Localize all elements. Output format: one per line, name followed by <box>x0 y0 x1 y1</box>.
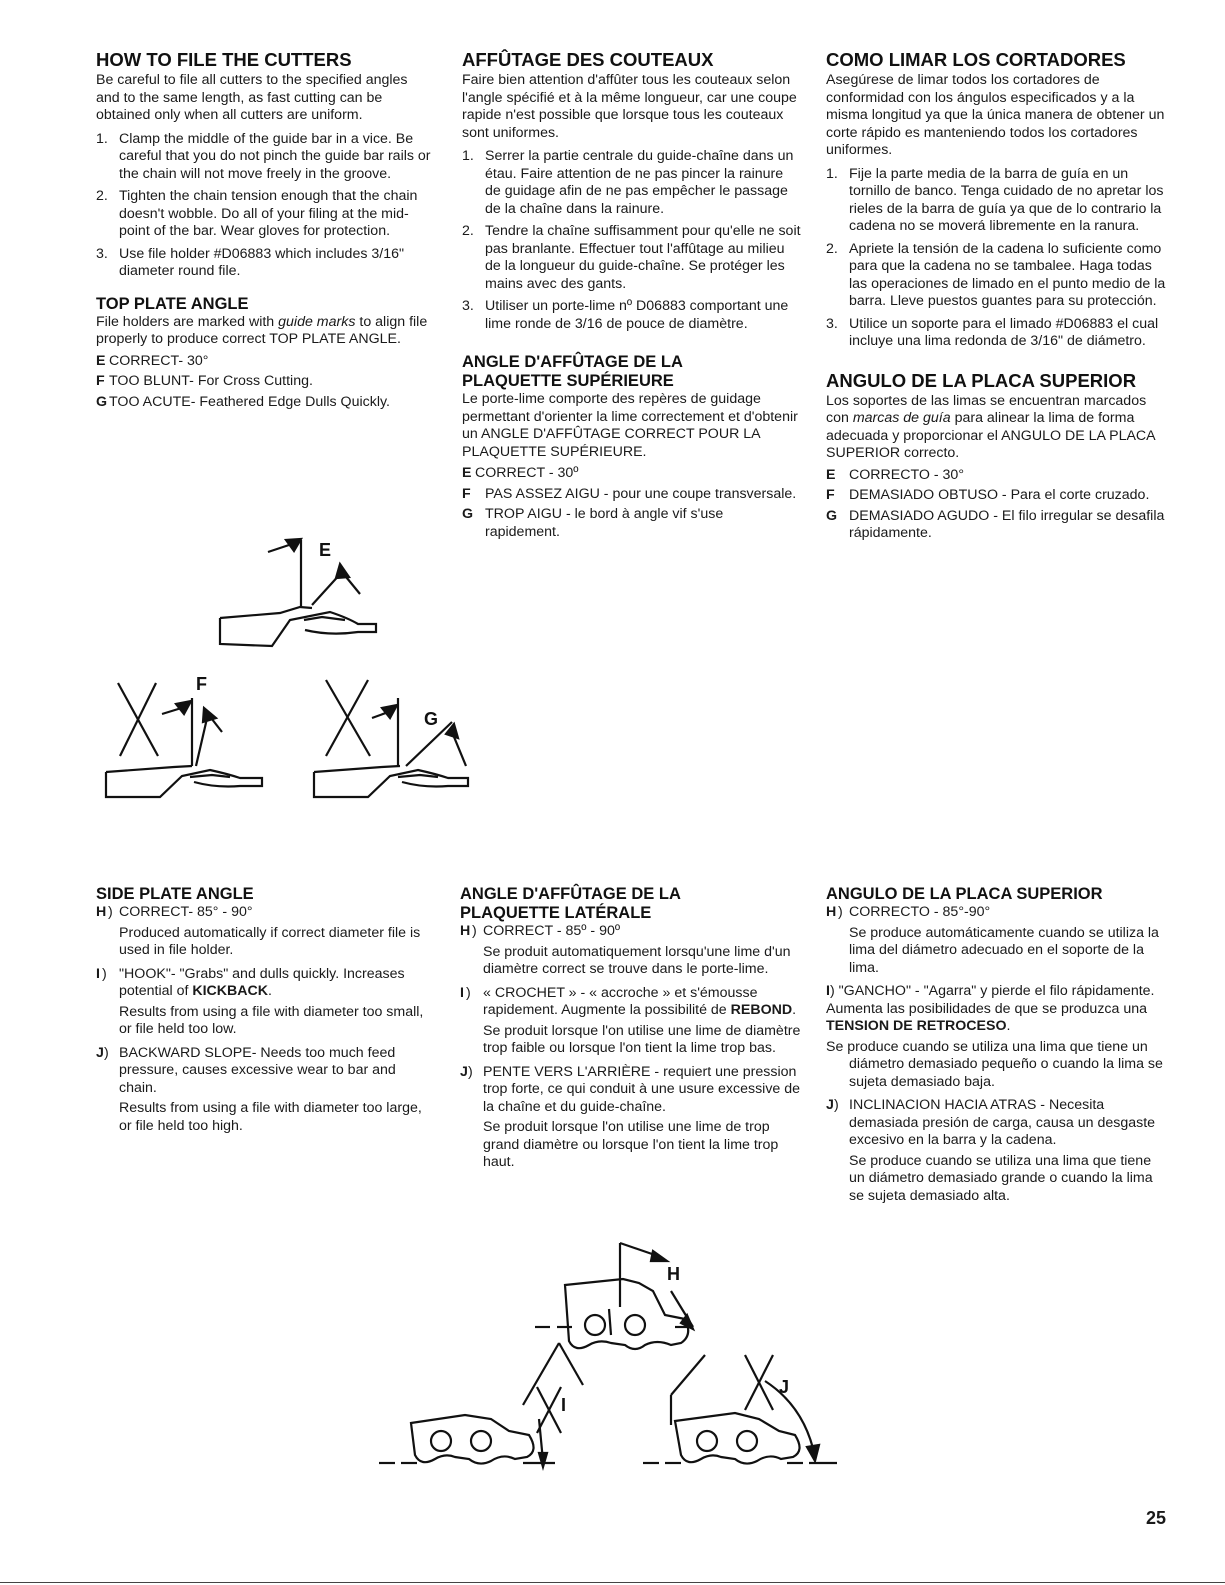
list-item: 2. Tighten the chain tension enough that the chain doesn't wobble. Do all of your filing at the mid-point of the bar. Wear gloves for protection. <box>96 188 418 239</box>
figure-label-e: E <box>319 540 332 560</box>
note-paragraph: Se produit automatiquement lorsqu'une lime d'un diamètre correct se trouve dans le porte-lime. <box>483 943 791 977</box>
subsection-title: PLAQUETTE LATÉRALE <box>460 904 652 922</box>
list-item: E CORRECT - 30º <box>462 465 579 481</box>
cutter-figure-e <box>220 539 376 646</box>
list-item: 2. Tendre la chaîne suffisamment pour qu'elle ne soit pas branlante. Effectuer tout l'affûtage au milieu de la longueur du guide-chaîne. Se protéger les mains avec des gants. <box>462 223 801 292</box>
side-plate-angle-diagram <box>375 1235 845 1485</box>
chain-figure-h <box>535 1243 693 1349</box>
note-paragraph: Produced automatically if correct diameter file is used in file holder. <box>119 924 421 958</box>
steps-list <box>462 148 801 333</box>
subsection-title: ANGLE D'AFFÛTAGE DE LA <box>462 353 683 371</box>
steps-list <box>826 166 1168 351</box>
list-item: H ) CORRECT - 85º - 90º <box>460 923 621 939</box>
list-item: F PAS ASSEZ AIGU - pour une coupe transversale. <box>462 485 797 502</box>
list-item: 3. Utiliser un porte-lime nº D06883 comportant une lime ronde de 3/16 de pouce de diamètre. <box>462 298 789 332</box>
french-side-plate-section <box>460 885 802 1178</box>
section-title: AFFÛTAGE DES COUTEAUX <box>462 49 714 70</box>
list-item: J ) INCLINACION HACIA ATRAS - Necesita demasiada presión de carga, causa un desgaste excesivo en la barra y la cadena. <box>826 1097 1156 1148</box>
figure-label-h: H <box>667 1264 680 1284</box>
list-item: E CORRECTO - 30° <box>826 466 964 483</box>
chain-figure-i <box>379 1343 583 1467</box>
subsection-title: SIDE PLATE ANGLE <box>96 885 254 903</box>
cutter-figure-g <box>314 680 468 797</box>
subsection-title: ANGULO DE LA PLACA SUPERIOR <box>826 369 1137 391</box>
list-item: H ) CORRECT- 85° - 90° <box>96 904 253 920</box>
list-item: G TOO ACUTE- Feathered Edge Dulls Quickly. <box>96 393 390 410</box>
english-side-plate-section <box>96 885 434 1141</box>
page-number: 25 <box>1146 1508 1167 1528</box>
list-item: E CORRECT- 30° <box>96 352 209 369</box>
list-item: 3. Use file holder #D06883 which includes 3/16" diameter round file. <box>96 245 405 279</box>
figure-label-f: F <box>196 674 207 694</box>
list-item: G DEMASIADO AGUDO - El filo irregular se desafila rápidamente. <box>826 507 1165 541</box>
chain-figure-j <box>643 1355 837 1464</box>
note-paragraph: Se produce cuando se utiliza una lima que tiene un diámetro demasiado grande o cuando la lima se sujeta demasiado alta. <box>849 1152 1153 1204</box>
subsection-title: ANGLE D'AFFÛTAGE DE LA <box>460 885 681 903</box>
section-title: HOW TO FILE THE CUTTERS <box>96 49 352 70</box>
french-file-cutters-section <box>462 50 801 544</box>
list-item: I ) « CROCHET » - « accroche » et s'émousse rapidement. Augmente la possibilité de REBOND. <box>460 984 797 1018</box>
top-plate-paragraph: Le porte-lime comporte des repères de guidage permettant d'orienter la lime correctement et d'obtenir un ANGLE D'AFFÛTAGE CORRECT POUR LA PLAQUETTE SUPÉRIEURE. <box>462 391 798 460</box>
note-paragraph: Se produce automáticamente cuando se utiliza la lima del diámetro adecuado en el soporte de la lima. <box>849 924 1159 976</box>
list-item: F DEMASIADO OBTUSO - Para el corte cruzado. <box>826 487 1150 503</box>
list-item: 2. Apriete la tensión de la cadena lo suficiente como para que la cadena no se tambalee. Haga todas las operaciones de limado en el punto medio de la barra. Lleve puestos guantes para su protección. <box>826 240 1166 309</box>
figure-label-i: I <box>561 1395 567 1415</box>
list-item: 3. Utilice un soporte para el limado #D06883 el cual incluye una lima redonda de 3/16" de diámetro. <box>826 315 1159 349</box>
top-plate-paragraph: Los soportes de las limas se encuentran marcados con marcas de guía para alinear la lima de forma adecuada y proporcionar el ANGULO DE LA PLACA SUPERIOR correcto. <box>826 392 1155 461</box>
list-item: 1. Serrer la partie centrale du guide-chaîne dans un étau. Faire attention de ne pas pincer la rainure de guidage afin de ne pas empêcher le passage de la chaîne dans la rainure. <box>462 148 794 217</box>
list-item: I ) "HOOK"- "Grabs" and dulls quickly. Increases potential of KICKBACK. <box>96 965 405 999</box>
note-paragraph: Se produit lorsque l'on utilise une lime de trop grand diamètre ou lorsque l'on tient la lime trop haut. <box>483 1119 779 1170</box>
page-bottom-rule <box>0 1582 1225 1583</box>
top-plate-angle-diagram <box>90 520 490 850</box>
intro-paragraph: Be careful to file all cutters to the specified angles and to the same length, as fast cutting can be obtained only when all cutters are uniform. <box>96 72 408 123</box>
list-item: 1. Clamp the middle of the guide bar in a vice. Be careful that you do not pinch the guide bar rails or the chain will not move freely in the groove. <box>96 130 431 182</box>
intro-paragraph: Faire bien attention d'affûter tous les couteaux selon l'angle spécifié et à la même longueur, car une coupe rapide n'est possible que lorsque tous les couteaux sont uniformes. <box>462 72 797 141</box>
figure-label-g: G <box>424 709 439 729</box>
english-file-cutters-section <box>96 50 435 414</box>
section-title: COMO LIMAR LOS CORTADORES <box>826 49 1126 70</box>
subsection-title: ANGULO DE LA PLACA SUPERIOR <box>826 885 1103 903</box>
note-paragraph: Se produit lorsque l'on utilise une lime de diamètre trop faible ou lorsque l'on tient la lime trop bas. <box>483 1022 801 1056</box>
figure-label-j: J <box>779 1377 790 1397</box>
spanish-file-cutters-section <box>826 50 1168 546</box>
list-item: I) "GANCHO" - "Agarra" y pierde el filo rápidamente. Aumenta las posibilidades de que se produzca una TENSION DE RETROCESO. <box>826 983 1155 1034</box>
cutter-figure-f <box>106 683 262 797</box>
note-paragraph: Results from using a file with diameter too small, or file held too low. <box>119 1003 424 1037</box>
list-item: 1. Fije la parte media de la barra de guía en un tornillo de banco. Tenga cuidado de no apretar los rieles de la barra de guía ya que de lo contrario la cadena no se moverá libremente en la ranura. <box>826 165 1164 234</box>
steps-list <box>96 131 435 281</box>
list-item: G TROP AIGU - le bord à angle vif s'use rapidement. <box>462 506 724 540</box>
list-item: H ) CORRECTO - 85°-90° <box>826 904 991 920</box>
list-item: J ) BACKWARD SLOPE- Needs too much feed pressure, causes excessive wear to bar and chain. <box>96 1044 396 1096</box>
intro-paragraph: Asegúrese de limar todos los cortadores de conformidad con los ángulos especificados y a la misma longitud ya que la única manera de obtener un corte rápido es manteniendo todos los cortadores uniformes. <box>826 72 1165 158</box>
list-item: F TOO BLUNT- For Cross Cutting. <box>96 373 313 389</box>
note-paragraph: Se produce cuando se utiliza una lima que tiene un diámetro demasiado pequeño o cuando la lima se sujeta demasiado baja. <box>826 1038 1163 1090</box>
subsection-title: PLAQUETTE SUPÉRIEURE <box>462 372 674 390</box>
spanish-side-plate-section <box>826 885 1168 1211</box>
note-paragraph: Results from using a file with diameter too large, or file held too high. <box>119 1100 422 1134</box>
top-plate-paragraph: File holders are marked with guide marks to align file properly to produce correct TOP PLATE ANGLE. <box>96 313 428 347</box>
list-item: J ) PENTE VERS L'ARRIÈRE - requiert une pression trop forte, ce qui conduit à une usure excessive de la chaîne et du guide-chaîne. <box>460 1063 801 1115</box>
subsection-title: TOP PLATE ANGLE <box>96 294 249 313</box>
